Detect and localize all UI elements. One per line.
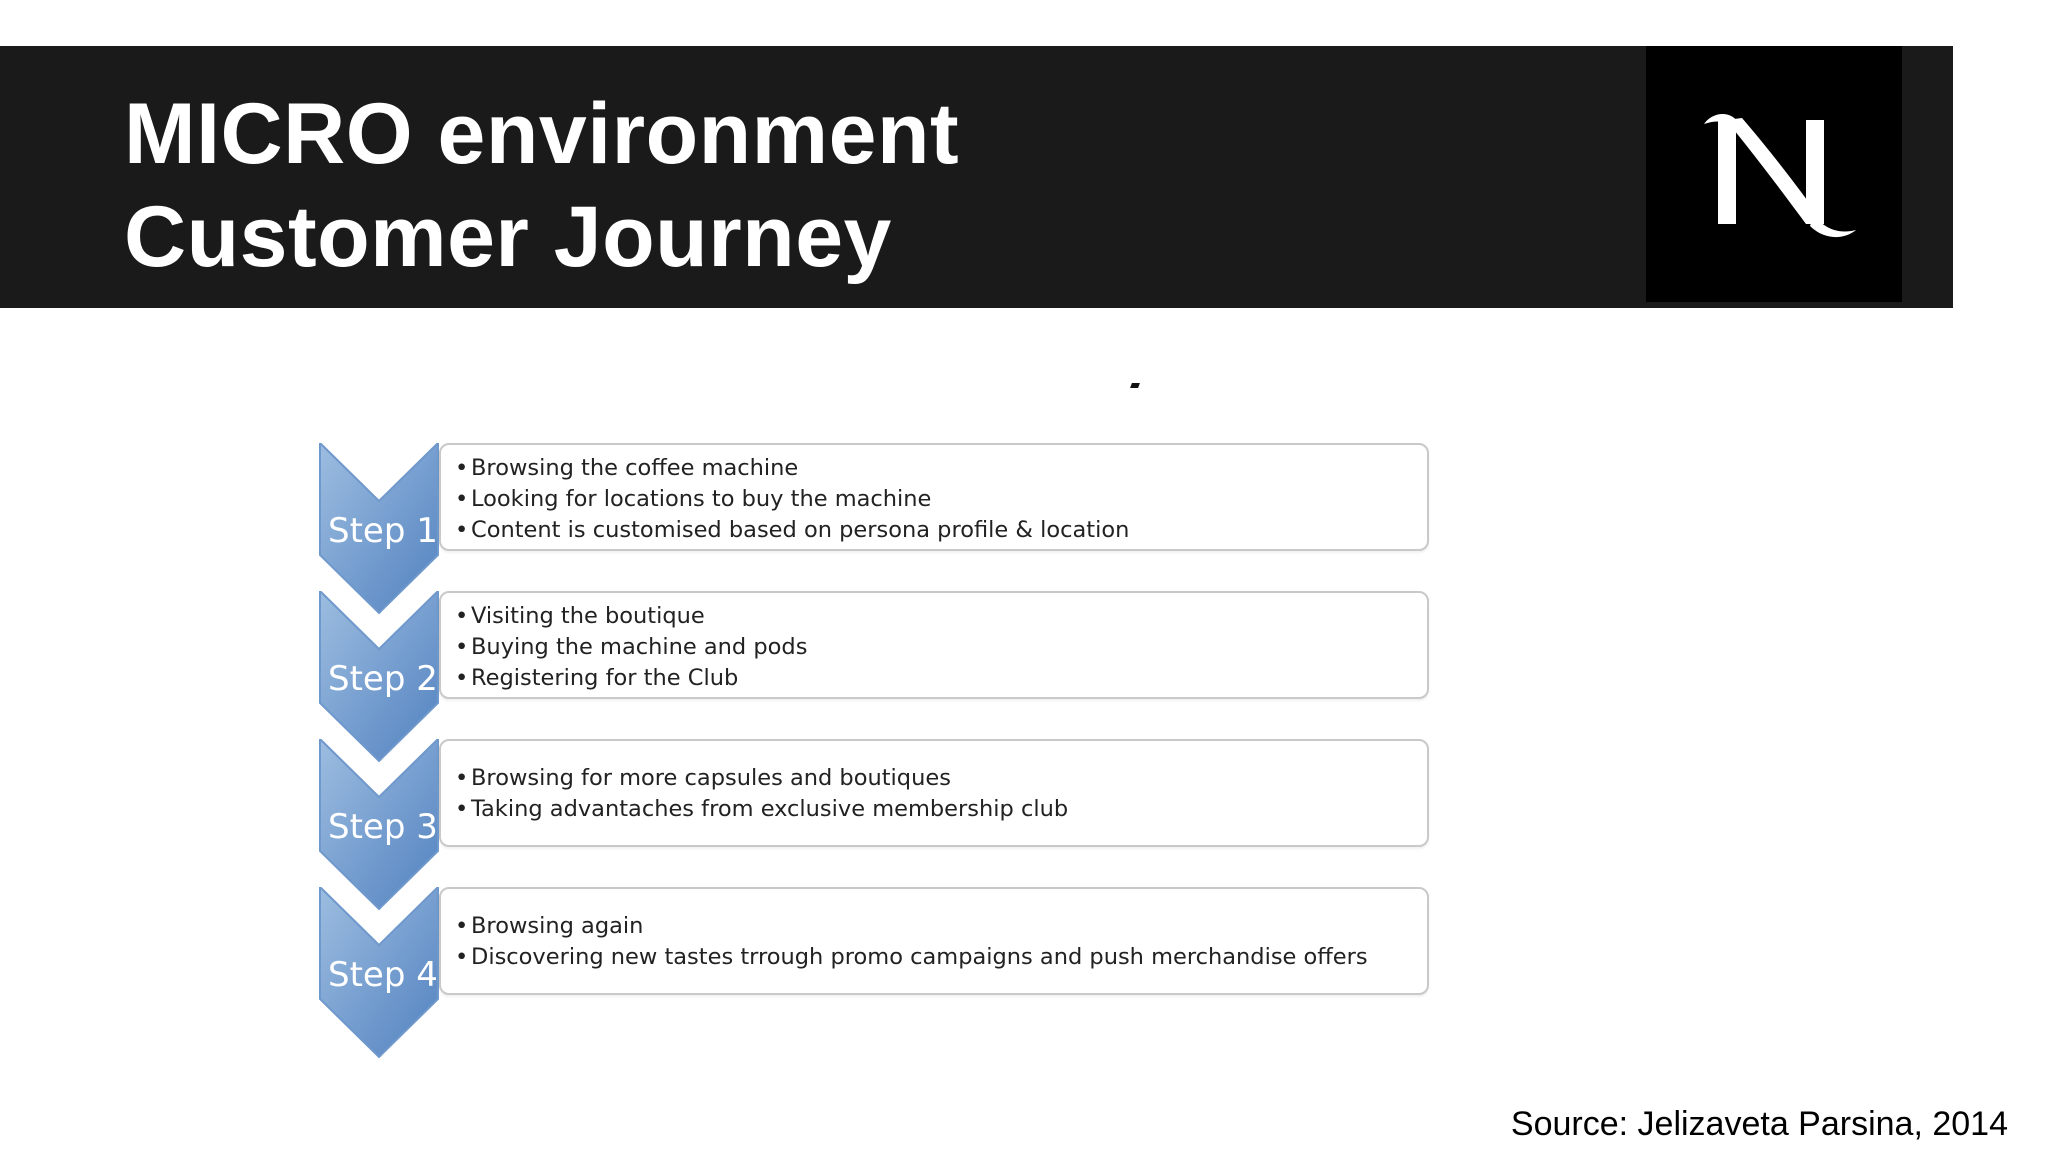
title-line-2: Customer Journey <box>124 189 892 285</box>
source-citation: Source: Jelizaveta Parsina, 2014 <box>1510 1105 2008 1143</box>
stray-mark <box>1130 383 1140 388</box>
list-item: • Looking for locations to buy the machine <box>455 486 932 512</box>
list-item: • Visiting the boutique <box>455 603 705 629</box>
step-3-box <box>439 739 1429 847</box>
step-2-box <box>439 591 1429 699</box>
step-2-bullets <box>441 593 1427 694</box>
list-item: • Browsing again <box>455 913 644 939</box>
step-4-label: Step 4 <box>328 955 438 995</box>
list-item: • Buying the machine and pods <box>455 634 808 660</box>
step-1-label: Step 1 <box>328 511 438 551</box>
list-item: • Browsing the coffee machine <box>455 455 799 481</box>
step-1-bullets <box>441 445 1427 546</box>
list-item: • Browsing for more capsules and boutiques <box>455 765 951 791</box>
list-item: • Content is customised based on persona profile & location <box>455 517 1130 543</box>
step-2-label: Step 2 <box>328 659 438 699</box>
nespresso-n-logo-icon <box>1674 74 1874 274</box>
title-line-1: MICRO environment <box>124 86 960 182</box>
list-item: • Discovering new tastes trrough promo campaigns and push merchandise offers <box>455 944 1368 970</box>
slide-title <box>124 83 959 289</box>
step-3-label: Step 3 <box>328 807 438 847</box>
step-4-bullets <box>441 889 1427 973</box>
list-item: • Registering for the Club <box>455 665 739 691</box>
nespresso-logo <box>1646 46 1902 302</box>
list-item: • Taking advantaches from exclusive membership club <box>455 796 1069 822</box>
step-4-box <box>439 887 1429 995</box>
step-3-bullets <box>441 741 1427 825</box>
step-1-box <box>439 443 1429 551</box>
